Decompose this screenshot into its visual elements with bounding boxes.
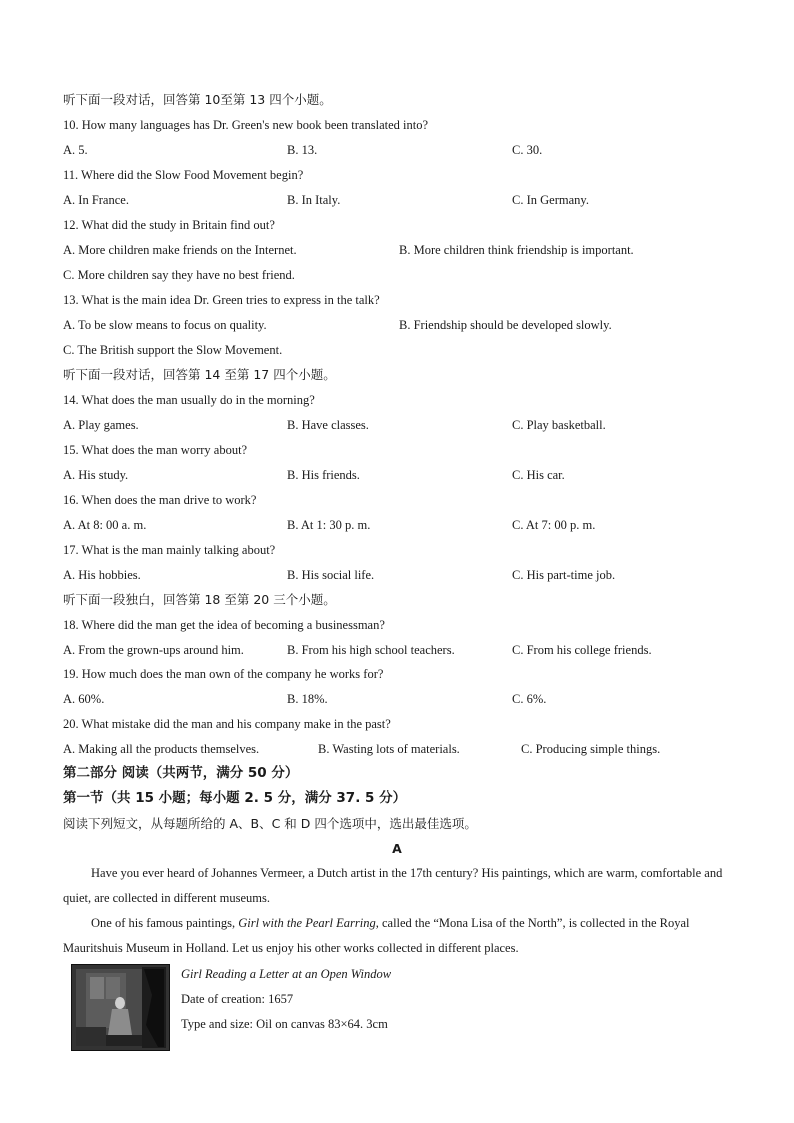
q13-option-a: A. To be slow means to focus on quality. xyxy=(63,318,267,332)
painting-meta-type-size: Type and size: Oil on canvas 83×64. 3cm xyxy=(181,1017,388,1031)
q16-option-c: C. At 7: 00 p. m. xyxy=(512,518,596,532)
q18-option-c: C. From his college friends. xyxy=(512,643,652,657)
q20-option-b: B. Wasting lots of materials. xyxy=(318,742,460,756)
q10-option-b: B. 13. xyxy=(287,143,318,157)
question-16-stem: 16. When does the man drive to work? xyxy=(63,493,257,507)
q14-option-a: A. Play games. xyxy=(63,418,139,432)
passage-label: A xyxy=(392,841,402,856)
q19-option-c: C. 6%. xyxy=(512,692,547,706)
instruction-10-13: 听下面一段对话，回答第 10至第 13 四个小题。 xyxy=(63,92,332,107)
q11-option-a: A. In France. xyxy=(63,193,129,207)
q11-option-c: C. In Germany. xyxy=(512,193,589,207)
q14-option-b: B. Have classes. xyxy=(287,418,369,432)
para2-text-after: , called the “Mona Lisa of the North”, is collected in the Royal Mauritshuis Museum in Holland. Let us enjoy his other works collected in different places. xyxy=(63,916,690,955)
q13-option-c: C. The British support the Slow Movement. xyxy=(63,343,283,357)
q14-option-c: C. Play basketball. xyxy=(512,418,606,432)
painting-meta-date: Date of creation: 1657 xyxy=(181,992,294,1006)
question-15-stem: 15. What does the man worry about? xyxy=(63,443,248,457)
q18-option-a: A. From the grown-ups around him. xyxy=(63,643,244,657)
instruction-14-17: 听下面一段对话，回答第 14 至第 17 四个小题。 xyxy=(63,367,336,382)
q18-option-b: B. From his high school teachers. xyxy=(287,643,455,657)
question-18-stem: 18. Where did the man get the idea of becoming a businessman? xyxy=(63,618,385,632)
q10-option-a: A. 5. xyxy=(63,143,88,157)
q15-option-c: C. His car. xyxy=(512,468,565,482)
q19-option-b: B. 18%. xyxy=(287,692,328,706)
question-11-stem: 11. Where did the Slow Food Movement begin? xyxy=(63,168,304,182)
q11-option-b: B. In Italy. xyxy=(287,193,341,207)
question-19-stem: 19. How much does the man own of the company he works for? xyxy=(63,667,384,681)
q15-option-b: B. His friends. xyxy=(287,468,360,482)
q12-option-a: A. More children make friends on the Internet. xyxy=(63,243,297,257)
painting-meta-title: Girl Reading a Letter at an Open Window xyxy=(181,967,392,981)
painting-title-pearl-earring: Girl with the Pearl Earring xyxy=(238,916,376,930)
q16-option-b: B. At 1: 30 p. m. xyxy=(287,518,371,532)
question-12-stem: 12. What did the study in Britain find out? xyxy=(63,218,275,232)
passage-paragraph-2 xyxy=(63,911,731,961)
part2-instruction: 阅读下列短文，从每题所给的 A、B、C 和 D 四个选项中，选出最佳选项。 xyxy=(63,816,477,831)
q20-option-c: C. Producing simple things. xyxy=(521,742,661,756)
q12-option-c: C. More children say they have no best friend. xyxy=(63,268,295,282)
question-17-stem: 17. What is the man mainly talking about? xyxy=(63,543,276,557)
q17-option-b: B. His social life. xyxy=(287,568,375,582)
q10-option-c: C. 30. xyxy=(512,143,543,157)
q19-option-a: A. 60%. xyxy=(63,692,105,706)
q20-option-a: A. Making all the products themselves. xyxy=(63,742,260,756)
q13-option-b: B. Friendship should be developed slowly. xyxy=(399,318,612,332)
q16-option-a: A. At 8: 00 a. m. xyxy=(63,518,147,532)
instruction-18-20: 听下面一段独白，回答第 18 至第 20 三个小题。 xyxy=(63,592,336,607)
q15-option-a: A. His study. xyxy=(63,468,129,482)
q17-option-c: C. His part-time job. xyxy=(512,568,616,582)
question-13-stem: 13. What is the main idea Dr. Green tries to express in the talk? xyxy=(63,293,380,307)
part2-subheading: 第一节（共 15 小题；每小题 2. 5 分，满分 37. 5 分） xyxy=(63,790,407,806)
question-14-stem: 14. What does the man usually do in the morning? xyxy=(63,393,315,407)
q17-option-a: A. His hobbies. xyxy=(63,568,141,582)
passage-paragraph-1: Have you ever heard of Johannes Vermeer, a Dutch artist in the 17th century? His paintings, which are warm, comfortable and quiet, are collected in different museums. xyxy=(63,866,723,905)
question-20-stem: 20. What mistake did the man and his company make in the past? xyxy=(63,717,391,731)
question-10-stem: 10. How many languages has Dr. Green's new book been translated into? xyxy=(63,118,429,132)
para2-text-before: One of his famous paintings, xyxy=(91,916,239,930)
part2-heading: 第二部分 阅读（共两节，满分 50 分） xyxy=(63,765,299,781)
painting-image xyxy=(71,964,170,1051)
q12-option-b: B. More children think friendship is important. xyxy=(399,243,634,257)
